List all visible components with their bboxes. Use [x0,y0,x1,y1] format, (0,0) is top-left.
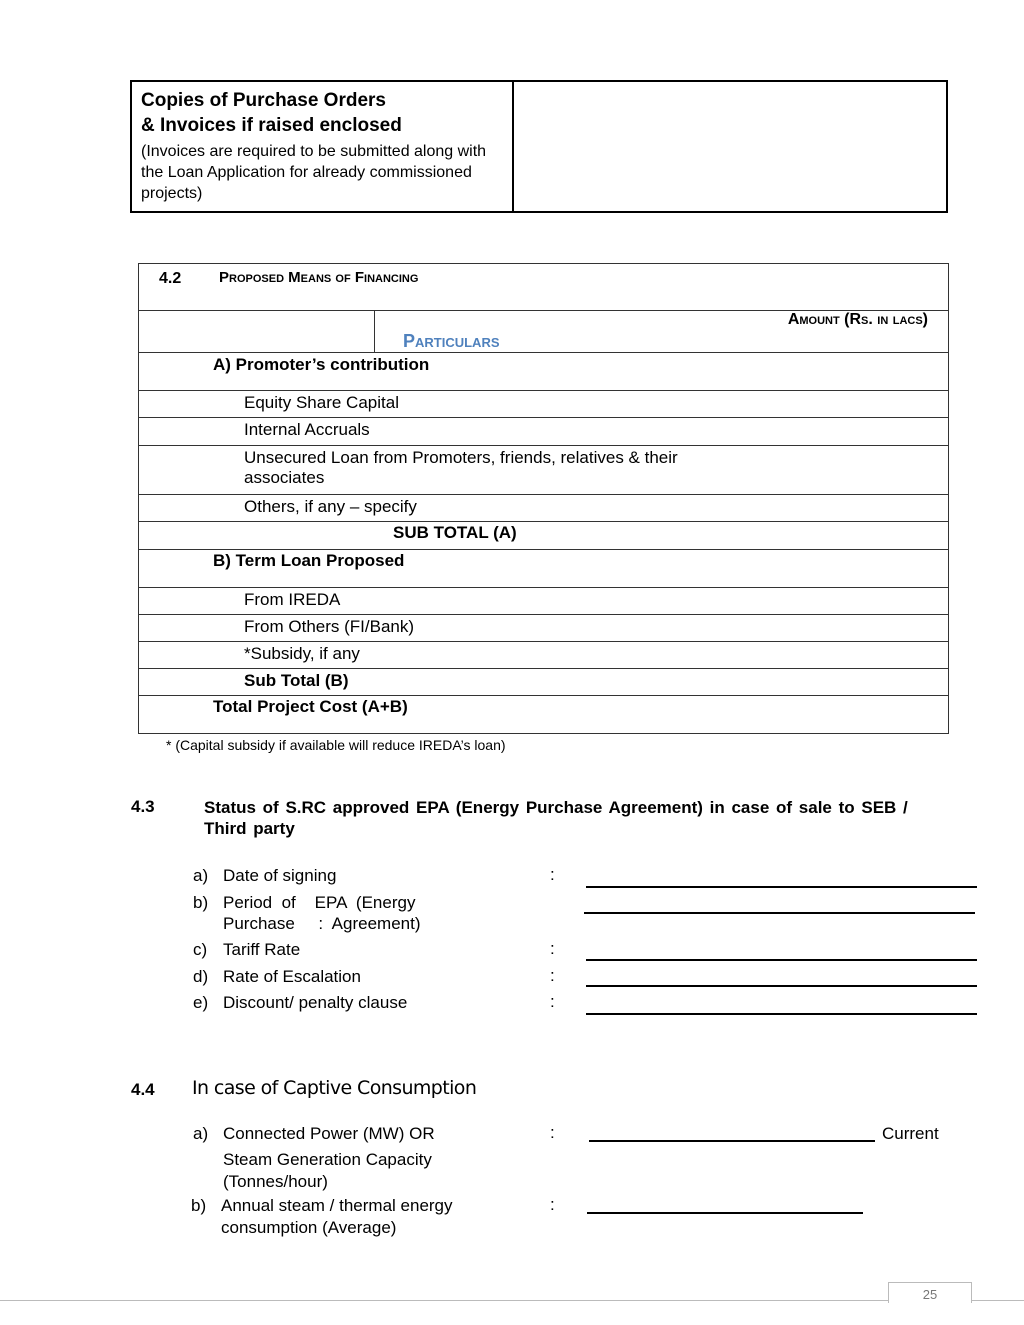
epa-item-c-text: Tariff Rate [223,940,301,959]
group-b-label: B) Term Loan Proposed [213,551,405,570]
epa-item-d-colon: : [550,966,555,985]
item-internal-accruals: Internal Accruals [244,420,370,439]
period-of-epa-field[interactable] [584,912,975,914]
subtotal-b-label: Sub Total (B) [244,671,349,690]
subtotal-a-label: SUB TOTAL (A) [393,523,517,542]
epa-item-c-colon: : [550,939,555,958]
subtotal-b-row [139,668,948,695]
epa-item-e-text: Discount/ penalty clause [223,993,408,1012]
epa-item-b-text2: Purchase : Agreement) [223,914,421,933]
item-unsecured-loan: Unsecured Loan from Promoters, friends, relatives & their associates [244,448,678,487]
financing-column-header-row [139,310,948,352]
tariff-rate-field[interactable] [586,959,977,961]
captive-item-b-colon: : [550,1195,555,1214]
group-a-row [139,352,948,390]
epa-item-b-label: b) [193,893,209,912]
item-row [139,641,948,668]
captive-section-number: 4.4 [131,1080,155,1099]
epa-item-e-colon: : [550,992,555,1011]
epa-item-e-label: e) [193,993,209,1012]
epa-item-b-text1: Period of EPA (Energy [223,893,416,912]
page-number: 25 [888,1282,972,1303]
epa-section-number: 4.3 [131,797,155,816]
financing-header-row [139,264,948,310]
enclosure-label-cell [132,82,514,211]
epa-item-a-label: a) [193,866,209,885]
captive-item-a-text2: Steam Generation Capacity [223,1150,432,1169]
footer-rule [0,1300,1024,1301]
captive-item-a-colon: : [550,1123,555,1142]
item-row [139,417,948,445]
epa-item-a-colon: : [550,865,555,884]
captive-item-a-suffix: Current [882,1124,939,1143]
item-row [139,587,948,614]
enclosure-box [130,80,948,213]
captive-item-b-text2: consumption (Average) [221,1218,397,1237]
captive-item-a-text3: (Tonnes/hour) [223,1172,328,1191]
item-subsidy: *Subsidy, if any [244,644,360,663]
total-label: Total Project Cost (A+B) [213,697,408,716]
item-row [139,445,948,494]
captive-item-b-text1: Annual steam / thermal energy [221,1196,453,1215]
epa-item-d-label: d) [193,967,209,986]
item-others: Others, if any – specify [244,497,417,516]
item-row [139,614,948,641]
epa-section-title: Status of S.RC approved EPA (Energy Purchase Agreement) in case of sale to SEB / Third party [204,798,908,838]
captive-item-a-label: a) [193,1124,209,1143]
item-row [139,494,948,521]
enclosure-heading-line2: & Invoices if raised enclosed [141,115,402,136]
epa-item-c-label: c) [193,940,208,959]
captive-item-a-text1: Connected Power (MW) OR [223,1124,435,1143]
item-from-others: From Others (FI/Bank) [244,617,415,636]
financing-section-number: 4.2 [159,270,182,287]
total-row [139,695,948,733]
captive-section-title: In case of Captive Consumption [192,1077,477,1099]
subtotal-a-row [139,521,948,549]
annual-steam-field[interactable] [587,1212,863,1214]
epa-item-a-text: Date of signing [223,866,337,885]
enclosure-heading-line1: Copies of Purchase Orders [141,90,386,111]
discount-penalty-field[interactable] [586,1013,977,1015]
financing-section-title: Proposed Means of Financing [219,269,419,286]
financing-footnote: * (Capital subsidy if available will reduce IREDA’s loan) [166,737,506,753]
epa-item-d-text: Rate of Escalation [223,967,361,986]
enclosure-note: (Invoices are required to be submitted along with the Loan Application for already commissioned projects) [141,143,487,202]
date-of-signing-field[interactable] [586,886,977,888]
captive-item-b-label: b) [191,1196,207,1215]
group-a-label: A) Promoter’s contribution [213,355,430,374]
financing-table [138,263,949,734]
group-b-row [139,549,948,587]
item-from-ireda: From IREDA [244,590,341,609]
column-divider [374,311,375,353]
item-row [139,390,948,417]
rate-of-escalation-field[interactable] [586,985,977,987]
item-equity-share-capital: Equity Share Capital [244,393,399,412]
connected-power-field[interactable] [589,1140,875,1142]
amount-header: Amount (Rs. in lacs) [787,311,928,328]
particulars-header: Particulars [403,331,500,351]
